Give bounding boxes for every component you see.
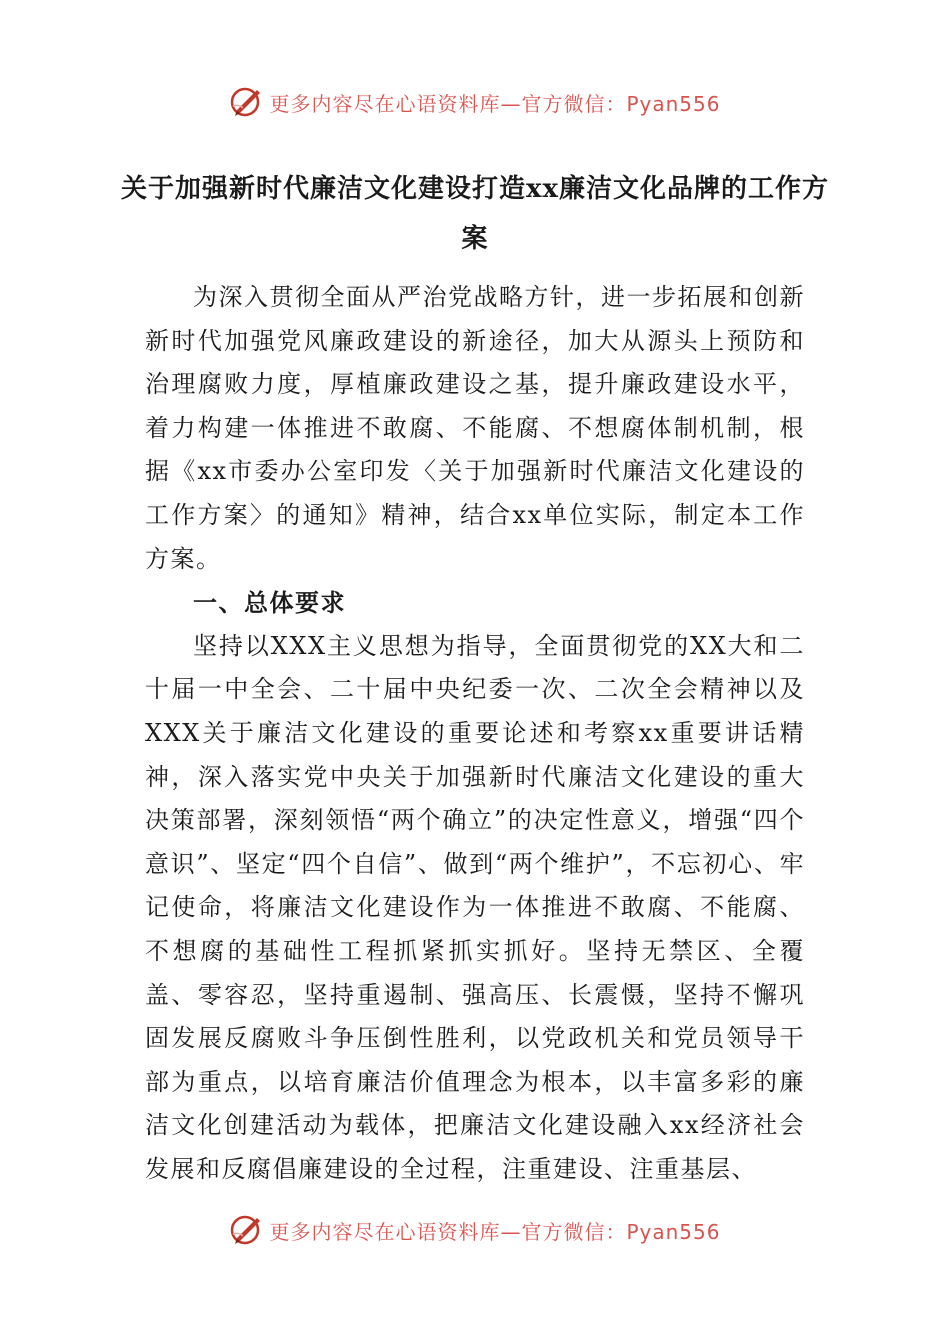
pen-logo-icon (229, 1212, 265, 1248)
pen-logo-icon (229, 84, 265, 120)
document-body (145, 276, 805, 1191)
banner-text: 更多内容尽在心语资料库—官方微信：Pyan556 (269, 91, 721, 116)
document-title: 关于加强新时代廉洁文化建设打造xx廉洁文化品牌的工作方案 (120, 174, 829, 254)
footer-banner (0, 1210, 950, 1250)
section-heading: 一、总体要求 (193, 588, 346, 618)
banner-text: 更多内容尽在心语资料库—官方微信：Pyan556 (269, 1219, 721, 1244)
header-banner (0, 82, 950, 122)
intro-paragraph: 为深入贯彻全面从严治党战略方针，进一步拓展和创新新时代加强党风廉政建设的新途径，加大从源头上预防和治理腐败力度，厚植廉政建设之基，提升廉政建设水平，着力构建一体推进不敢腐、不能腐、不想腐体制机制，根据《xx市委办公室印发〈关于加强新时代廉洁文化建设的工作方案〉的通知》精神，结合xx单位实际，制定本工作方案。 (145, 283, 805, 573)
section-paragraph: 坚持以XXX主义思想为指导，全面贯彻党的XX大和二十届一中全会、二十届中央纪委一次、二次全会精神以及XXX关于廉洁文化建设的重要论述和考察xx重要讲话精神，深入落实党中央关于加强新时代廉洁文化建设的重大决策部署，深刻领悟“两个确立”的决定性意义，增强“四个意识”、坚定“四个自信”、做到“两个维护”，不忘初心、牢记使命，将廉洁文化建设作为一体推进不敢腐、不能腐、不想腐的基础性工程抓紧抓实抓好。坚持无禁区、全覆盖、零容忍，坚持重遏制、强高压、长震慑，坚持不懈巩固发展反腐败斗争压倒性胜利，以党政机关和党员领导干部为重点，以培育廉洁价值理念为根本，以丰富多彩的廉洁文化创建活动为载体，把廉洁文化建设融入xx经济社会发展和反腐倡廉建设的全过程，注重建设、注重基层、 (145, 631, 805, 1183)
